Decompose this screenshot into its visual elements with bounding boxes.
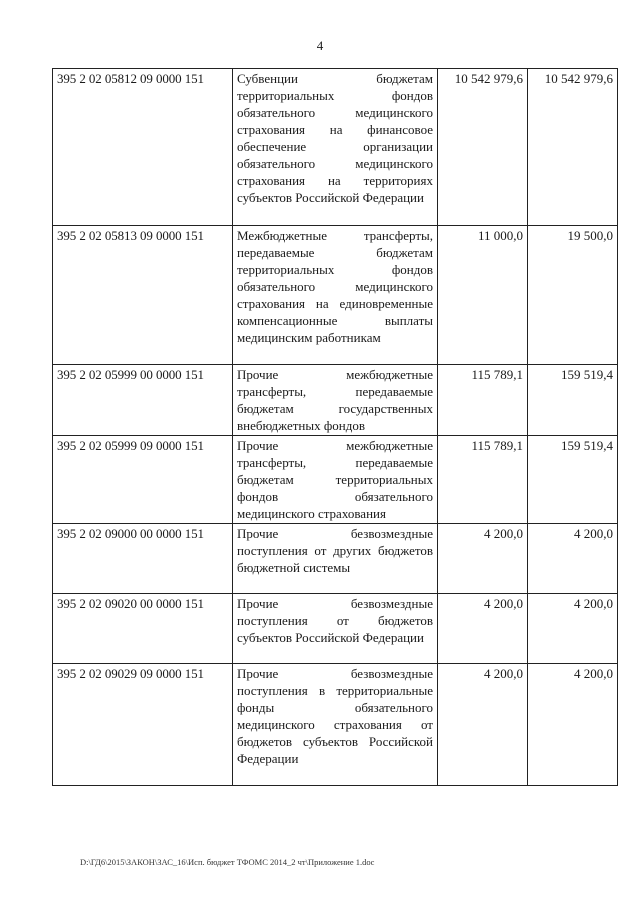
row-description: Прочие безвозмездные поступления от других бюджетов бюджетной системы <box>233 524 438 594</box>
table-row <box>53 664 618 786</box>
row-description: Прочие межбюджетные трансферты, передаваемые бюджетам государственных внебюджетных фондов <box>233 365 438 436</box>
budget-code: 395 2 02 05999 00 0000 151 <box>53 365 233 436</box>
budget-table <box>52 68 618 786</box>
table-row <box>53 594 618 664</box>
value-column-2: 4 200,0 <box>528 664 618 786</box>
value-column-2: 4 200,0 <box>528 524 618 594</box>
row-description: Прочие безвозмездные поступления от бюджетов субъектов Российской Федерации <box>233 594 438 664</box>
page-number: 4 <box>316 38 324 53</box>
row-description: Прочие безвозмездные поступления в территориальные фонды обязательного медицинского страхования от бюджетов субъектов Российской Федерации <box>233 664 438 786</box>
value-column-2: 159 519,4 <box>528 365 618 436</box>
budget-code: 395 2 02 05813 09 0000 151 <box>53 226 233 365</box>
value-column-1: 11 000,0 <box>438 226 528 365</box>
value-column-1: 4 200,0 <box>438 594 528 664</box>
value-column-1: 4 200,0 <box>438 664 528 786</box>
budget-code: 395 2 02 09000 00 0000 151 <box>53 524 233 594</box>
table-row <box>53 226 618 365</box>
value-column-2: 19 500,0 <box>528 226 618 365</box>
table-row <box>53 365 618 436</box>
table-row <box>53 69 618 226</box>
value-column-1: 10 542 979,6 <box>438 69 528 226</box>
table-row <box>53 436 618 524</box>
budget-code: 395 2 02 05812 09 0000 151 <box>53 69 233 226</box>
document-file-path: D:\ГД6\2015\ЗАКОН\ЗАС_16\Исп. бюджет ТФОМС 2014_2 чт\Приложение 1.doc <box>80 857 375 867</box>
value-column-2: 159 519,4 <box>528 436 618 524</box>
row-description: Межбюджетные трансферты, передаваемые бюджетам территориальных фондов обязательного медицинского страхования на единовременные компенсационные выплаты медицинским работникам <box>233 226 438 365</box>
value-column-1: 115 789,1 <box>438 365 528 436</box>
value-column-2: 4 200,0 <box>528 594 618 664</box>
budget-code: 395 2 02 09020 00 0000 151 <box>53 594 233 664</box>
budget-code: 395 2 02 09029 09 0000 151 <box>53 664 233 786</box>
row-description: Субвенции бюджетам территориальных фондов обязательного медицинского страхования на финансовое обеспечение организации обязательного медицинского страхования на территориях субъектов Российской Федерации <box>233 69 438 226</box>
value-column-2: 10 542 979,6 <box>528 69 618 226</box>
value-column-1: 4 200,0 <box>438 524 528 594</box>
row-description: Прочие межбюджетные трансферты, передаваемые бюджетам территориальных фондов обязательного медицинского страхования <box>233 436 438 524</box>
table-row <box>53 524 618 594</box>
value-column-1: 115 789,1 <box>438 436 528 524</box>
budget-code: 395 2 02 05999 09 0000 151 <box>53 436 233 524</box>
